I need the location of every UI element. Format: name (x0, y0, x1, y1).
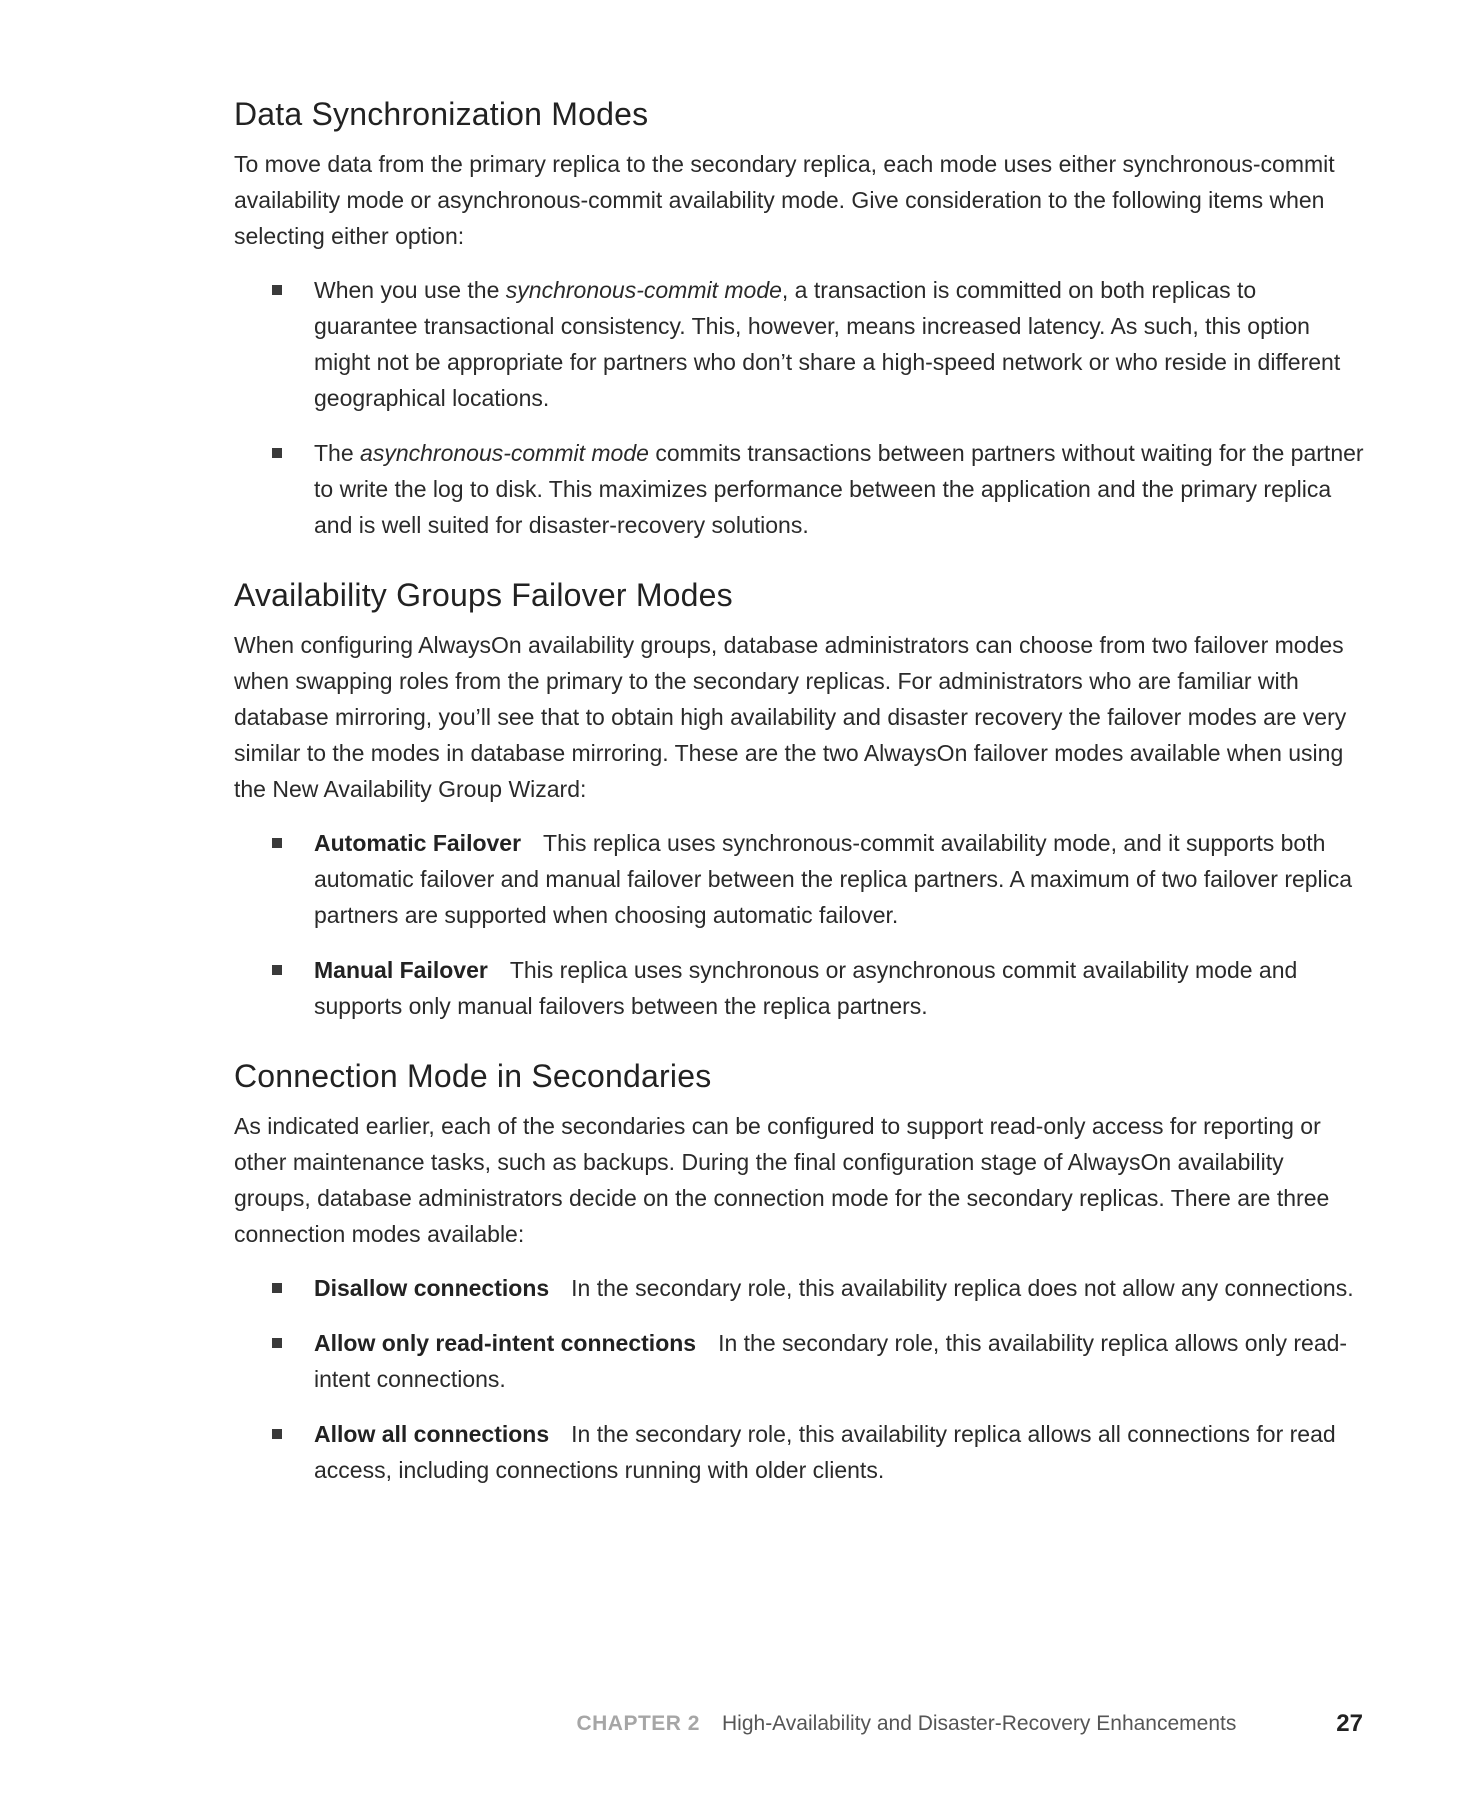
section-connection-mode (234, 1054, 1364, 1488)
list-item-term: Allow only read-intent connections (314, 1330, 697, 1356)
emphasized-term: synchronous-commit mode (505, 277, 782, 303)
section-heading: Data Synchronization Modes (234, 96, 649, 132)
square-bullet-icon (272, 965, 282, 975)
list-item (234, 272, 1364, 416)
list-item (234, 435, 1364, 543)
bullet-list (234, 1270, 1364, 1488)
section-intro: When configuring AlwaysOn availability groups, database administrators can choose from two failover modes when swapping roles from the primary to the secondary replicas. For administrators who are familiar with database mirroring, you’ll see that to obtain high availability and disaster recovery the failover modes are very similar to the modes in database mirroring. These are the two AlwaysOn failover modes available when using the New Availability Group Wizard: (234, 632, 1347, 802)
section-data-synchronization-modes (234, 92, 1364, 543)
section-heading: Connection Mode in Secondaries (234, 1058, 712, 1094)
list-item-text: In the secondary role, this availability replica allows all connections for read access, including connections running with older clients. (314, 1421, 1336, 1483)
page-footer (0, 1706, 1475, 1742)
list-item-term: Manual Failover (314, 957, 488, 983)
list-item-term: Allow all connections (314, 1421, 550, 1447)
square-bullet-icon (272, 1338, 282, 1348)
list-item-text: In the secondary role, this availability replica allows only read-intent connections. (314, 1330, 1348, 1392)
section-intro: To move data from the primary replica to the secondary replica, each mode uses either synchronous-commit availability mode or asynchronous-commit availability mode. Give consideration to the following items when selecting either option: (234, 151, 1335, 249)
footer-chapter-title: High-Availability and Disaster-Recovery Enhancements (722, 1712, 1237, 1735)
list-item-text: The (314, 440, 361, 466)
square-bullet-icon (272, 838, 282, 848)
list-item-text: This replica uses synchronous or asynchronous commit availability mode and supports only manual failovers between the replica partners. (314, 957, 1298, 1019)
emphasized-term: asynchronous-commit mode (360, 440, 649, 466)
list-item-text: , a transaction is committed on both replicas to guarantee transactional consistency. This, however, means increased latency. As such, this option might not be appropriate for partners who don’t share a high-speed network or who reside in different geographical locations. (314, 277, 1341, 411)
list-item (234, 1416, 1364, 1488)
square-bullet-icon (272, 1429, 282, 1439)
list-item (234, 952, 1364, 1024)
list-item-text: In the secondary role, this availability replica does not allow any connections. (571, 1275, 1354, 1301)
square-bullet-icon (272, 1283, 282, 1293)
list-item-term: Disallow connections (314, 1275, 550, 1301)
list-item-text: When you use the (314, 277, 506, 303)
square-bullet-icon (272, 448, 282, 458)
list-item-term: Automatic Failover (314, 830, 522, 856)
list-item-text: commits transactions between partners without waiting for the partner to write the log to disk. This maximizes performance between the application and the primary replica and is well suited for disaster-recovery solutions. (314, 440, 1364, 538)
bullet-list (234, 825, 1364, 1024)
section-failover-modes (234, 573, 1364, 1024)
section-intro: As indicated earlier, each of the secondaries can be configured to support read-only access for reporting or other maintenance tasks, such as backups. During the final configuration stage of AlwaysOn availability groups, database administrators decide on the connection mode for the secondary replicas. There are three connection modes available: (234, 1113, 1330, 1247)
list-item (234, 825, 1364, 933)
page-content (234, 92, 1364, 1488)
square-bullet-icon (272, 285, 282, 295)
page-number: 27 (1336, 1710, 1363, 1737)
bullet-list (234, 272, 1364, 543)
footer-chapter-label: CHAPTER 2 (576, 1712, 700, 1735)
list-item-text: This replica uses synchronous-commit availability mode, and it supports both automatic failover and manual failover between the replica partners. A maximum of two failover replica partners are supported when choosing automatic failover. (314, 830, 1353, 928)
list-item (234, 1325, 1364, 1397)
list-item (234, 1270, 1364, 1306)
section-heading: Availability Groups Failover Modes (234, 577, 733, 613)
